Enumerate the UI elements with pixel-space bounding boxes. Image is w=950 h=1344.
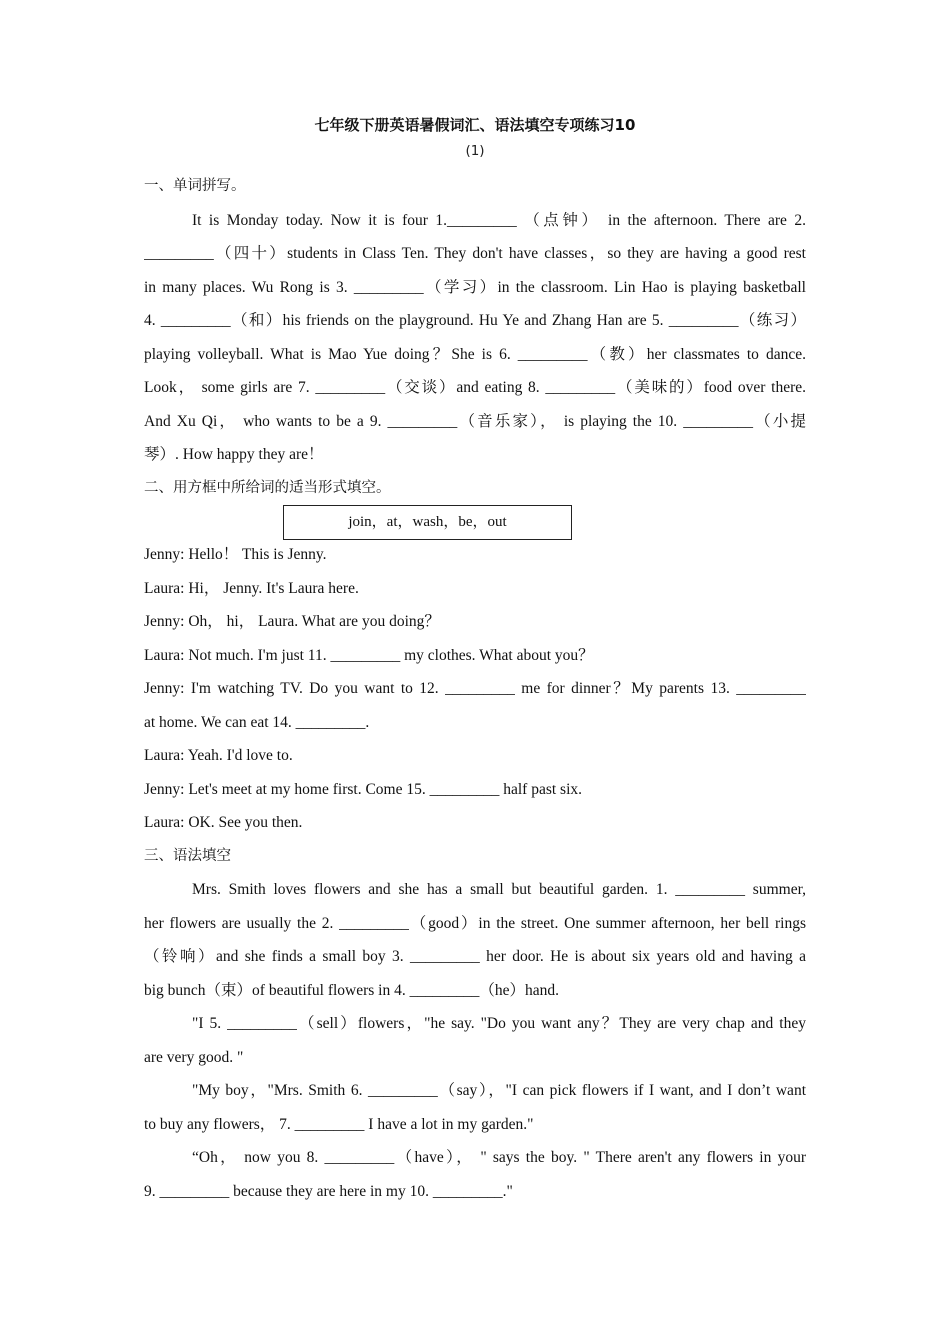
dialogue-line: Jenny: Hello！ This is Jenny. <box>144 546 327 563</box>
section-2 <box>144 538 806 873</box>
section-1-line: 4. _________（和）his friends on the playground. Hu Ye and Zhang Han are 5. _________（练习） <box>144 312 806 329</box>
section-1-line: in many places. Wu Rong is 3. _________（学习）in the classroom. Lin Hao is playing basketball <box>144 278 806 296</box>
dialogue-line: Laura: OK. See you then. <box>144 814 303 831</box>
dialogue-line: Jenny: Let's meet at my home first. Come 15. _________ half past six. <box>144 780 583 798</box>
word-box: join，at，wash，be，out <box>283 505 572 540</box>
dialogue-line: at home. We can eat 14. _________. <box>144 713 370 731</box>
section-2-heading: 二、用方框中所给词的适当形式填空。 <box>144 479 391 496</box>
section-3-heading: 三、语法填空 <box>144 847 231 864</box>
dialogue-line: Jenny: I'm watching TV. Do you want to 12. _________ me for dinner？My parents 13. _________ <box>144 680 806 697</box>
section-1-line: Look， some girls are 7. _________（交谈）and eating 8. _________（美味的）food over there. <box>144 379 806 396</box>
section-1-line: It is Monday today. Now it is four 1._________ （点钟） in the afternoon. There are 2. <box>192 211 806 229</box>
passage-line: her flowers are usually the 2. _________（good）in the street. One summer afternoon, her bell rings <box>144 914 806 932</box>
passage-line: "I 5. _________（sell）flowers，"he say. "Do you want any？They are very chap and they <box>192 1015 806 1032</box>
passage-line: big bunch（束）of beautiful flowers in 4. _________（he）hand. <box>144 981 559 999</box>
dialogue-line: Jenny: Oh， hi， Laura. What are you doing？ <box>144 613 440 630</box>
passage-line: “Oh， now you 8. _________（have）， " says the boy. " There aren't any flowers in your <box>192 1149 806 1166</box>
dialogue-line: Laura: Hi， Jenny. It's Laura here. <box>144 579 359 597</box>
dialogue-line: Laura: Not much. I'm just 11. _________ my clothes. What about you？ <box>144 646 594 664</box>
section-1-line: 琴）. How happy they are！ <box>144 446 324 463</box>
page-subtitle: (1) <box>465 143 485 159</box>
passage-line: 9. _________ because they are here in my 10. _________." <box>144 1182 513 1200</box>
section-1-line: playing volleyball. What is Mao Yue doing？She is 6. _________（教）her classmates to dance. <box>144 345 806 363</box>
passage-line: Mrs. Smith loves flowers and she has a small but beautiful garden. 1. _________ summer, <box>192 881 806 898</box>
section-1-line: And Xu Qi， who wants to be a 9. _________（音乐家）， is playing the 10. _________（小提 <box>144 412 806 430</box>
section-1 <box>144 170 806 505</box>
passage-line: are very good. " <box>144 1048 244 1066</box>
section-3 <box>144 873 806 1208</box>
section-1-line: _________（四十）students in Class Ten. They don't have classes，so they are having a good rest <box>144 245 806 262</box>
section-1-heading: 一、单词拼写。 <box>144 178 246 194</box>
passage-line: to buy any flowers， 7. _________ I have a lot in my garden." <box>144 1115 534 1133</box>
passage-line: "My boy，"Mrs. Smith 6. _________（say），"I can pick flowers if I want, and I don’t want <box>192 1082 806 1099</box>
dialogue-line: Laura: Yeah. I'd love to. <box>144 747 293 764</box>
page-title: 七年级下册英语暑假词汇、语法填空专项练习10 <box>314 116 636 134</box>
passage-line: （铃响）and she finds a small boy 3. _________ her door. He is about six years old and having a <box>144 948 806 965</box>
